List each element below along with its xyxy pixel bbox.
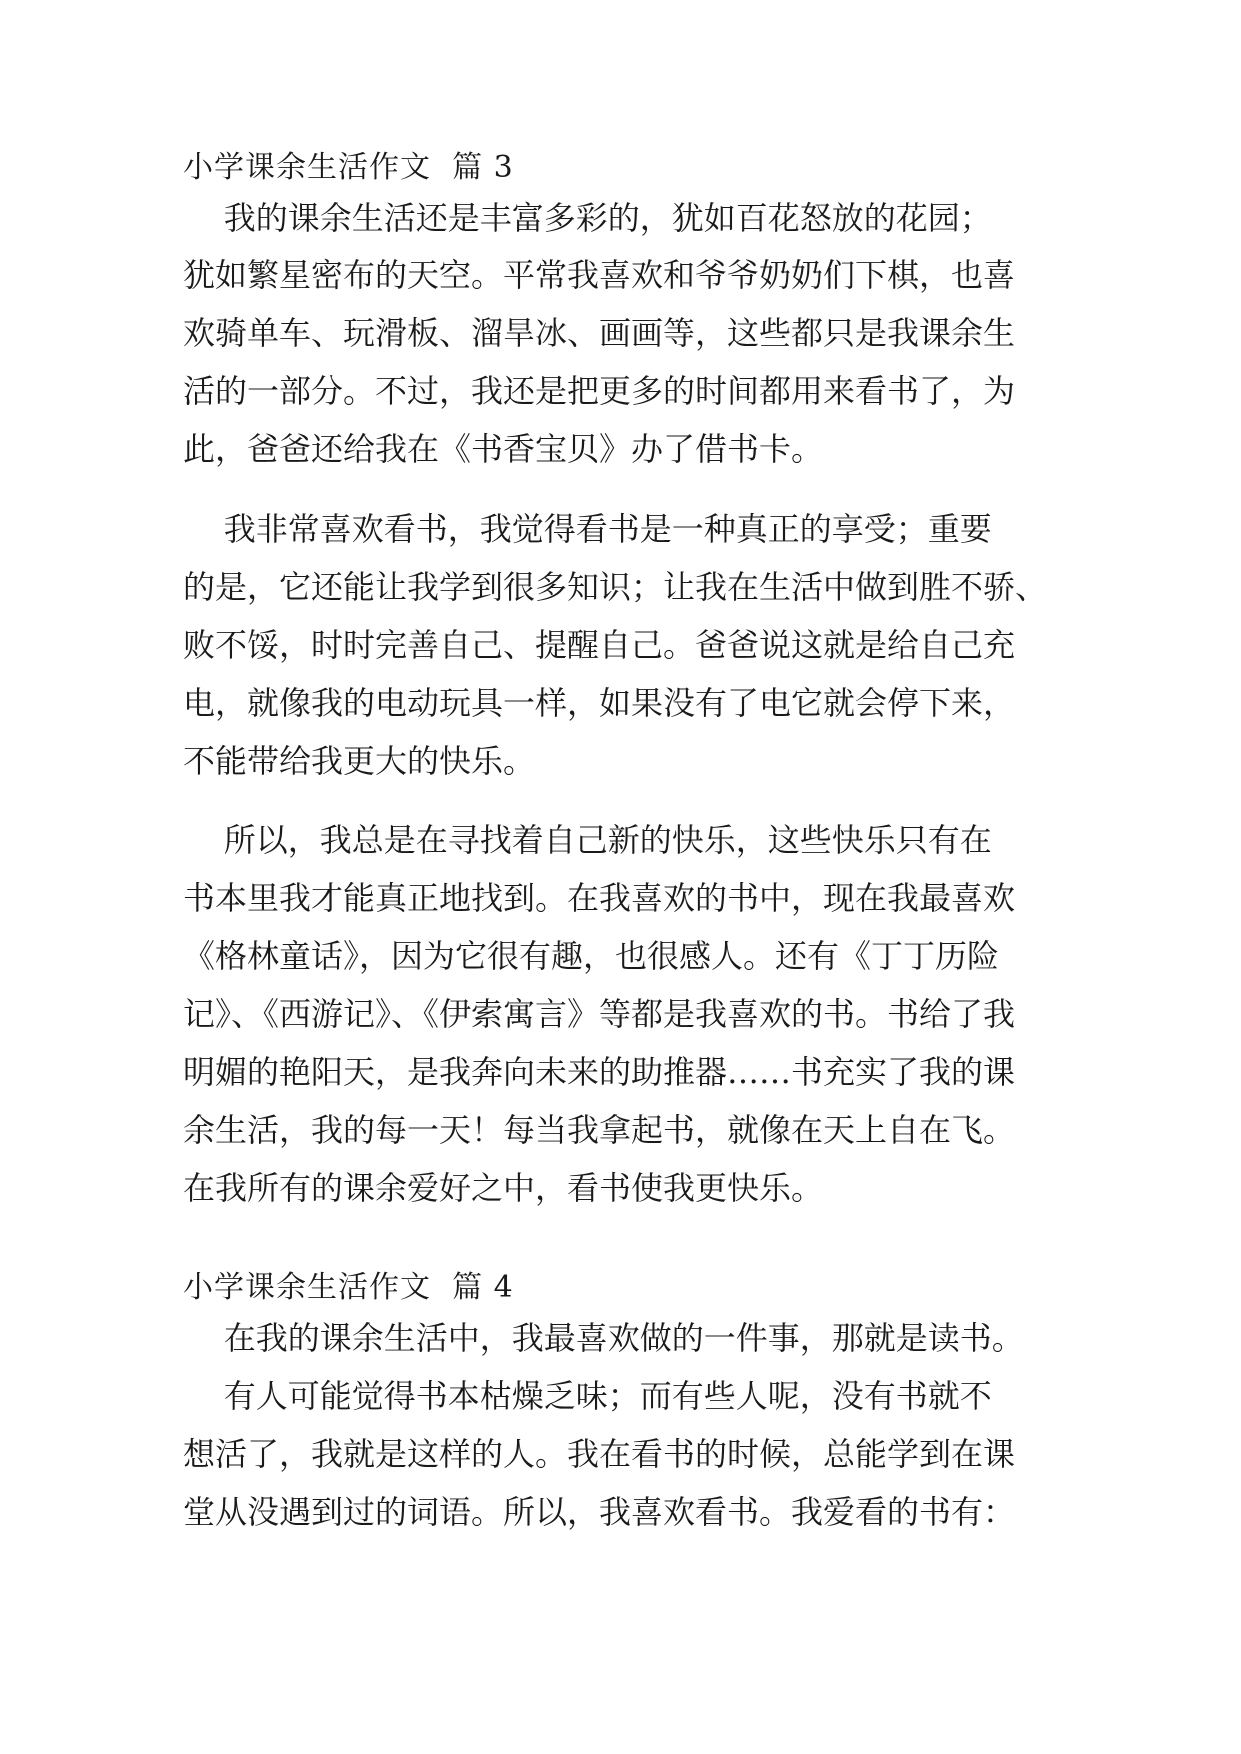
paragraph-line: 活的一部分。不过，我还是把更多的时间都用来看书了，为 xyxy=(183,372,1016,410)
paragraph-line: 在我所有的课余爱好之中，看书使我更快乐。 xyxy=(183,1169,824,1207)
paragraph-line: 欢骑单车、玩滑板、溜旱冰、画画等，这些都只是我课余生 xyxy=(183,314,1016,352)
section-heading: 小学课余生活作文 篇 3 xyxy=(183,150,514,185)
paragraph-line: 此，爸爸还给我在《书香宝贝》办了借书卡。 xyxy=(183,430,824,468)
paragraph-line: 《格林童话》，因为它很有趣，也很感人。还有《丁丁历险 xyxy=(183,937,1000,975)
paragraph-line: 电，就像我的电动玩具一样，如果没有了电它就会停下来， xyxy=(183,684,1016,722)
paragraph-line: 我非常喜欢看书，我觉得看书是一种真正的享受；重要 xyxy=(183,510,992,548)
paragraph-line: 有人可能觉得书本枯燥乏味；而有些人呢，没有书就不 xyxy=(183,1377,992,1415)
paragraph-line: 明媚的艳阳天，是我奔向未来的助推器……书充实了我的课 xyxy=(183,1053,1016,1091)
paragraph-line: 败不馁，时时完善自己、提醒自己。爸爸说这就是给自己充 xyxy=(183,626,1016,664)
paragraph-line: 我的课余生活还是丰富多彩的，犹如百花怒放的花园； xyxy=(183,199,992,237)
paragraph-line: 书本里我才能真正地找到。在我喜欢的书中，现在我最喜欢 xyxy=(183,879,1016,917)
paragraph-line: 记》、《西游记》、《伊索寓言》等都是我喜欢的书。书给了我 xyxy=(183,995,1016,1033)
paragraph-line: 想活了，我就是这样的人。我在看书的时候，总能学到在课 xyxy=(183,1435,1016,1473)
paragraph-line: 的是，它还能让我学到很多知识；让我在生活中做到胜不骄、 xyxy=(183,568,1048,606)
paragraph-line: 所以，我总是在寻找着自己新的快乐，这些快乐只有在 xyxy=(183,821,992,859)
section-heading: 小学课余生活作文 篇 4 xyxy=(183,1270,514,1305)
paragraph-line: 在我的课余生活中，我最喜欢做的一件事，那就是读书。 xyxy=(183,1319,1024,1357)
paragraph-line: 犹如繁星密布的天空。平常我喜欢和爷爷奶奶们下棋，也喜 xyxy=(183,256,1016,294)
paragraph-line: 不能带给我更大的快乐。 xyxy=(183,742,536,780)
paragraph-line: 余生活，我的每一天！每当我拿起书，就像在天上自在飞。 xyxy=(183,1111,1016,1149)
paragraph-line: 堂从没遇到过的词语。所以，我喜欢看书。我爱看的书有： xyxy=(183,1493,1016,1531)
